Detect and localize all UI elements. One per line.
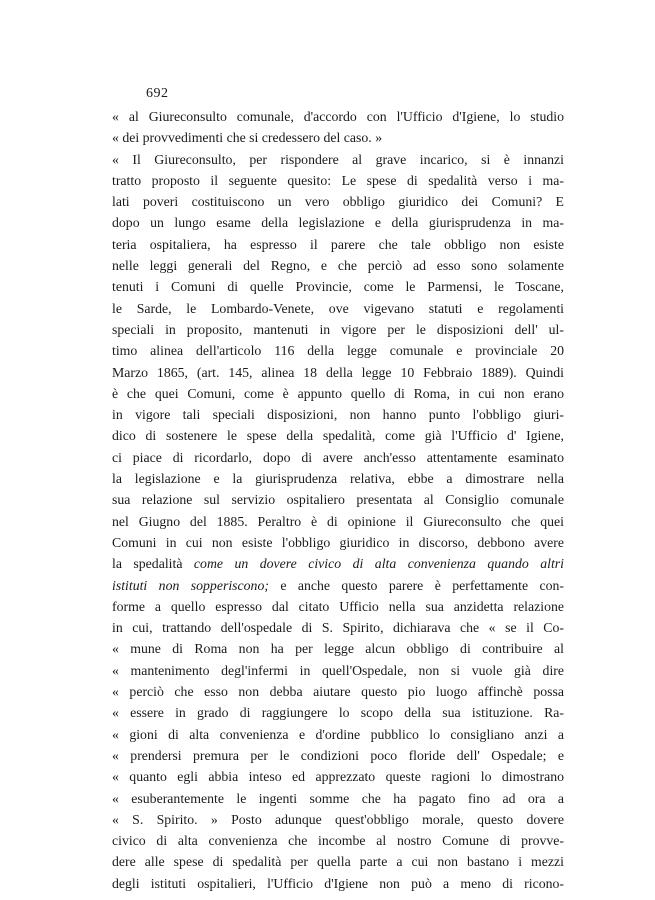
body-text [112, 106, 564, 894]
text-run: e anche questo parere è perfettamente con- [268, 577, 564, 593]
text-line: « perciò che esso non debba aiutare questo pio luogo affinchè possa [112, 684, 564, 700]
page-number: 692 [146, 86, 169, 101]
text-line: civico di alta convenienza che incombe al nostro Comune di provve- [112, 833, 564, 849]
text-line: Comuni in cui non esiste l'obbligo giuridico in discorso, debbono avere [112, 534, 564, 550]
text-line: sua relazione sul servizio ospitaliero presentata al Consiglio comunale [112, 492, 564, 508]
text-line: « esuberantemente le ingenti somme che ha pagato fino ad ora a [112, 790, 564, 806]
text-line: « Il Giureconsulto, per rispondere al grave incarico, si è innanzi [112, 151, 564, 167]
text-line: timo alinea dell'articolo 116 della legge comunale e provinciale 20 [112, 343, 564, 359]
text-line: teria ospitaliera, ha espresso il parere che tale obbligo non esiste [112, 236, 564, 252]
text-line: « mantenimento degl'infermi in quell'Ospedale, non si vuole già dire [112, 662, 564, 678]
text-line: « prendersi premura per le condizioni poco floride dell' Ospedale; e [112, 747, 564, 763]
text-line: forme a quello espresso dal citato Ufficio nella sua anzidetta relazione [112, 598, 564, 614]
text-line [112, 575, 564, 596]
text-line: « al Giureconsulto comunale, d'accordo con l'Ufficio d'Igiene, lo studio [112, 109, 564, 124]
text-line: dopo un lungo esame della legislazione e della giurisprudenza in ma- [112, 215, 564, 231]
text-run: la spedalità [112, 556, 194, 572]
text-line: « quanto egli abbia inteso ed apprezzato queste ragioni lo dimostrano [112, 769, 564, 785]
text-line: « S. Spirito. » Posto adunque quest'obbligo morale, questo dovere [112, 811, 564, 827]
text-line: dere alle spese di spedalità per quella parte a cui non bastano i mezzi [112, 854, 564, 870]
italic-run: istituti non sopperiscono; [112, 577, 269, 593]
text-line: la legislazione e la giurisprudenza relativa, ebbe a dimostrare nella [112, 471, 564, 487]
text-line: « gioni di alta convenienza e d'ordine pubblico lo consigliano anzi a [112, 726, 564, 742]
text-line: Marzo 1865, (art. 145, alinea 18 della legge 10 Febbraio 1889). Quindi [112, 364, 564, 380]
text-line: degli istituti ospitalieri, l'Ufficio d'Igiene non può a meno di ricono- [112, 875, 564, 891]
text-line: lati poveri costituiscono un vero obbligo giuridico dei Comuni? E [112, 194, 564, 210]
italic-run: come un dovere civico di alta convenienza quando altri [193, 556, 564, 572]
text-line: tratto proposto il seguente quesito: Le spese di spedalità verso i ma- [112, 172, 564, 188]
text-line: in cui, trattando dell'ospedale di S. Spirito, dichiarava che « se il Co- [112, 620, 564, 636]
text-line: tenuti i Comuni di quelle Provincie, come le Parmensi, le Toscane, [112, 279, 564, 295]
text-line: dico di sostenere le spese della spedalità, come già l'Ufficio d' Igiene, [112, 428, 564, 444]
text-line: « essere in grado di raggiungere lo scopo della sua istituzione. Ra- [112, 705, 564, 721]
text-line: ci piace di ricordarlo, dopo di avere anch'esso attentamente esaminato [112, 449, 564, 465]
text-line: speciali in proposito, mantenuti in vigore per le disposizioni dell' ul- [112, 321, 564, 337]
text-line: nel Giugno del 1885. Peraltro è di opinione il Giureconsulto che quei [112, 513, 564, 529]
text-line: in vigore tali speciali disposizioni, non hanno punto l'obbligo giuri- [112, 407, 564, 423]
text-line: « dei provvedimenti che si credessero del caso. » [112, 130, 383, 146]
text-line: le Sarde, le Lombardo-Venete, ove vigevano statuti e regolamenti [112, 300, 564, 316]
text-line: « mune di Roma non ha per legge alcun obbligo di contribuire al [112, 641, 564, 657]
text-line: è che quei Comuni, come è appunto quello di Roma, in cui non erano [112, 385, 564, 401]
text-line: nelle leggi generali del Regno, e che perciò ad esso sono solamente [112, 258, 564, 274]
text-line [112, 553, 564, 574]
